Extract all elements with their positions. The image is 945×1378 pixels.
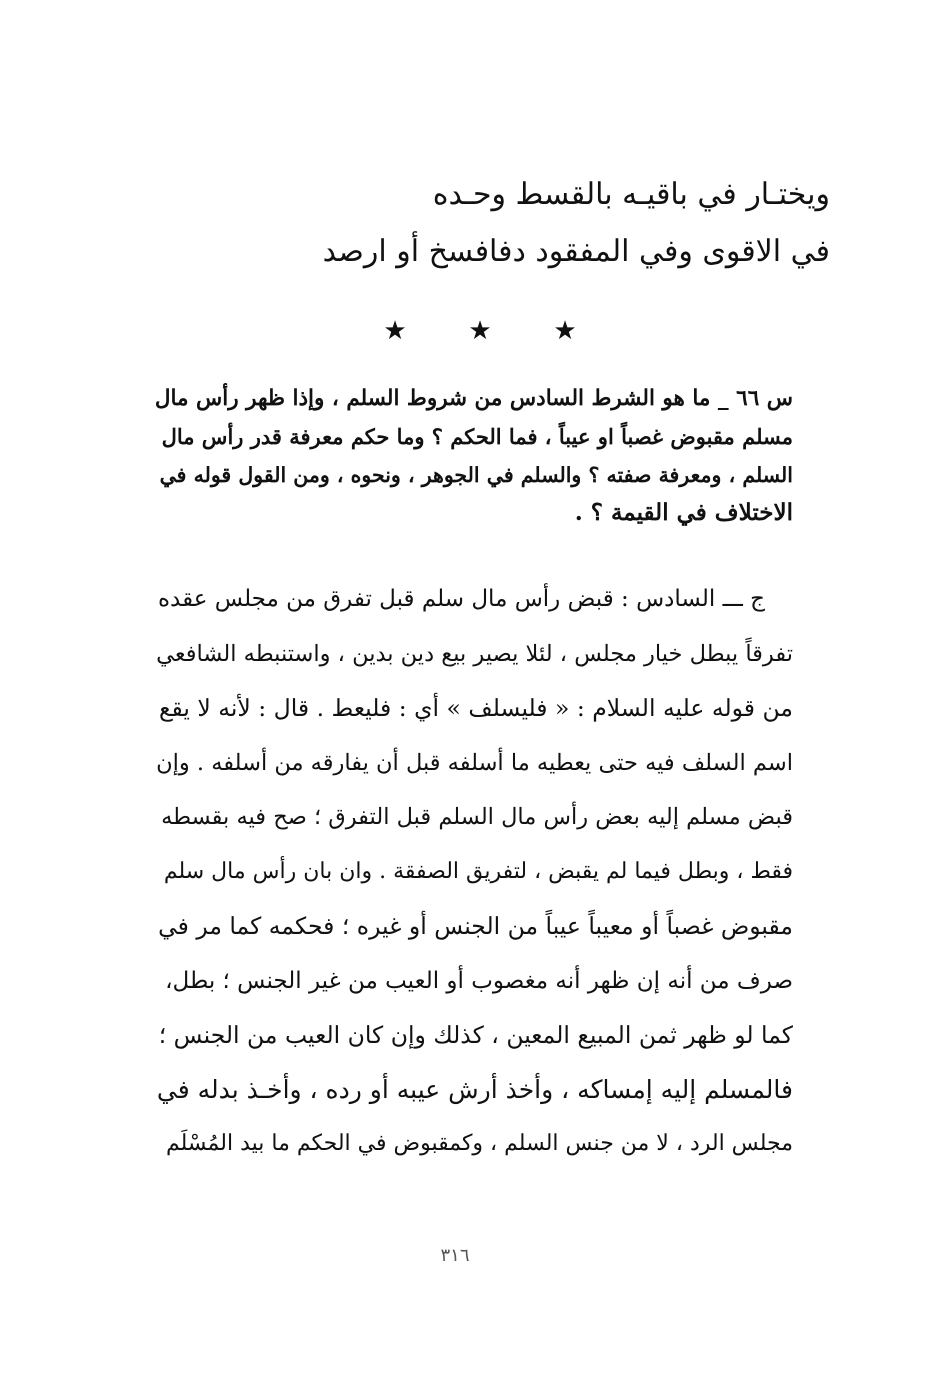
answer-line: صرف من أنه إن ظهر أنه مغصوب أو العيب من غير الجنس ؛ بطل، bbox=[165, 967, 793, 994]
answer-line: فالمسلم إليه إمساكه ، وأخذ أرش عيبه أو رده ، وأخـذ بدله في bbox=[156, 1074, 793, 1104]
answer-line: فقط ، وبطل فيما لم يقبض ، لتفريق الصفقة . وان بان رأس مال سلم bbox=[163, 858, 793, 884]
answer-paragraph bbox=[153, 572, 793, 1172]
question-line: مسلم مقبوض غصباً او عيباً ، فما الحكم ؟ وما حكم معرفة قدر رأس مال bbox=[161, 424, 793, 449]
answer-line: من قوله عليه السلام : « فليسلف » أي : فليعط . قال : لأنه لا يقع bbox=[158, 694, 793, 722]
answer-line: اسم السلف فيه حتى يعطيه ما أسلفه قبل أن يفارقه من أسلفه . وإن bbox=[156, 749, 793, 776]
star-icon: ★ bbox=[468, 316, 492, 346]
question-line: السلم ، ومعرفة صفته ؟ والسلم في الجوهر ، ونحوه ، ومن القول قوله في bbox=[159, 463, 793, 487]
page-number: ٣١٦ bbox=[440, 1245, 470, 1266]
answer-line: كما لو ظهر ثمن المبيع المعين ، كذلك وإن كان العيب من الجنس ؛ bbox=[158, 1021, 793, 1049]
verse-line-2: في الاقوى وفي المفقود دفافسخ أو ارصد bbox=[322, 234, 830, 269]
answer-line: تفرقاً يبطل خيار مجلس ، لئلا يصير بيع دين بدين ، واستنبطه الشافعي bbox=[156, 640, 793, 667]
section-separator bbox=[380, 313, 580, 349]
answer-line: ج ـــ السادس : قبض رأس مال سلم قبل تفرق من مجلس عقده bbox=[157, 586, 765, 612]
answer-line: مجلس الرد ، لا من جنس السلم ، وكمقبوض في الحكم ما بيد المُسْلَم bbox=[166, 1131, 793, 1156]
question-line: س ٦٦ _ ما هو الشرط السادس من شروط السلم ، وإذا ظهر رأس مال bbox=[154, 386, 793, 411]
star-icon: ★ bbox=[553, 316, 577, 346]
question-paragraph bbox=[153, 380, 793, 532]
answer-line: مقبوض غصباً أو معيباً عيباً من الجنس أو غيره ؛ فحكمه كما مر في bbox=[158, 912, 793, 940]
question-line: الاختلاف في القيمة ؟ . bbox=[574, 499, 793, 526]
verse-line-1: ويختـار في باقيـه بالقسط وحـده bbox=[432, 177, 830, 212]
answer-line: قبض مسلم إليه بعض رأس مال السلم قبل التفرق ؛ صح فيه بقسطه bbox=[161, 804, 793, 830]
star-icon: ★ bbox=[383, 316, 407, 346]
